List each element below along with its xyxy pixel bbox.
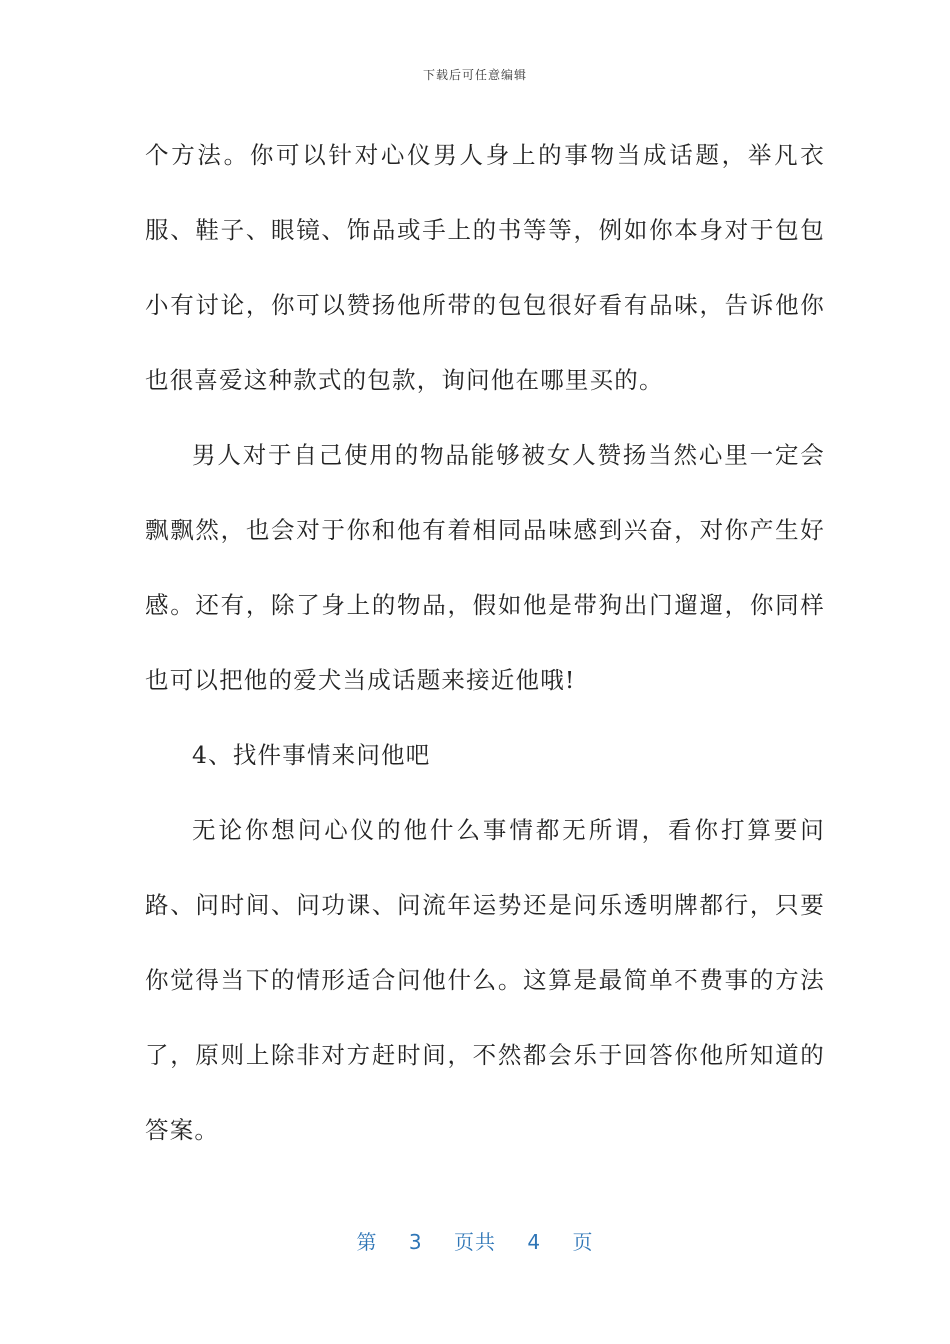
document-body xyxy=(145,118,825,1168)
paragraph: 无论你想问心仪的他什么事情都无所谓，看你打算要问路、问时间、问功课、问流年运势还是问乐透明牌都行，只要你觉得当下的情形适合问他什么。这算是最简单不费事的方法了，原则上除非对方赶时间，不然都会乐于回答你他所知道的答案。 xyxy=(145,816,825,1144)
current-page-number: 3 xyxy=(408,1230,423,1254)
footer-suffix: 页 xyxy=(572,1230,594,1254)
page-footer xyxy=(0,1226,950,1255)
section-heading: 4、找件事情来问他吧 xyxy=(192,741,431,769)
paragraph: 男人对于自己使用的物品能够被女人赞扬当然心里一定会飘飘然，也会对于你和他有着相同品味感到兴奋，对你产生好感。还有，除了身上的物品，假如他是带狗出门遛遛，你同样也可以把他的爱犬当成话题来接近他哦! xyxy=(145,441,825,694)
footer-prefix: 第 xyxy=(356,1230,378,1254)
paragraph-continued: 个方法。你可以针对心仪男人身上的事物当成话题，举凡衣服、鞋子、眼镜、饰品或手上的书等等，例如你本身对于包包小有讨论，你可以赞扬他所带的包包很好看有品味，告诉他你也很喜爱这种款式的包款，询问他在哪里买的。 xyxy=(145,141,825,394)
total-pages-number: 4 xyxy=(527,1230,542,1254)
page-header: 下载后可任意编辑 xyxy=(422,68,527,82)
footer-middle: 页共 xyxy=(454,1230,496,1254)
